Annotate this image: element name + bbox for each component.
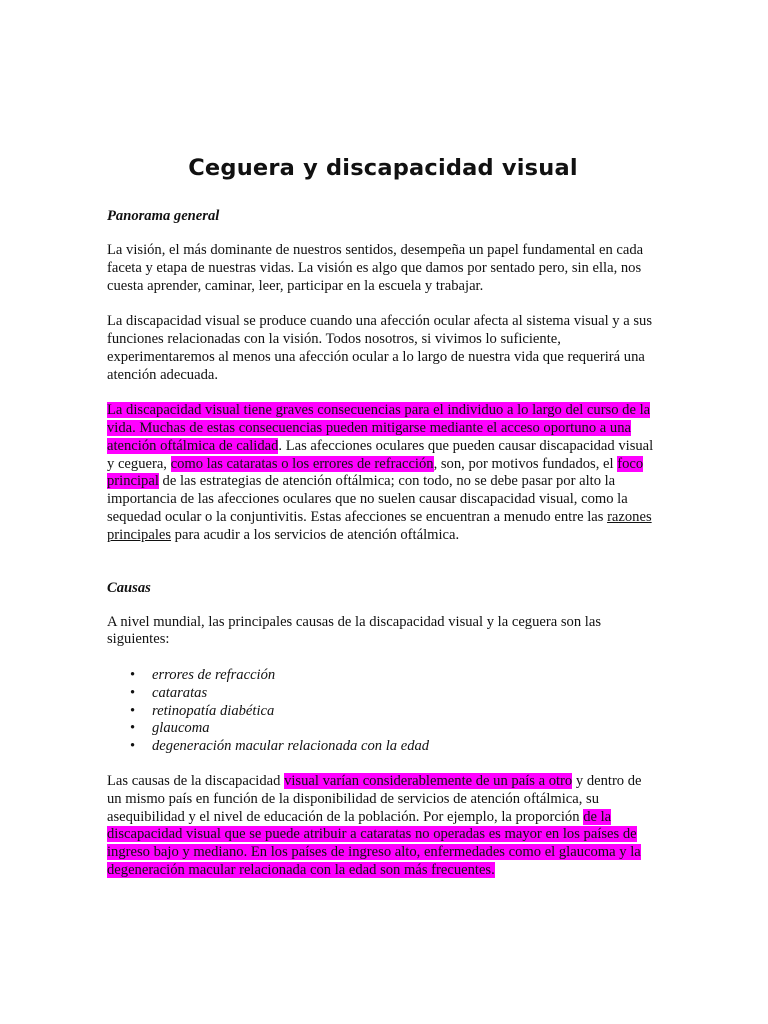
causes-list: [107, 667, 659, 756]
highlight: La discapacidad visual tiene graves consecuencias para el individuo a lo largo del curso de la vida. Muchas de estas consecuencias pueden mitigarse mediante el acceso oportuno a una atención oftálmica de calidad: [107, 402, 651, 454]
paragraph-1: La visión, el más dominante de nuestros sentidos, desempeña un papel fundamental en cada faceta y etapa de nuestras vidas. La visión es algo que damos por sentado pero, sin ella, nos cuesta aprender, caminar, leer, participar en la escuela y trabajar.: [107, 242, 644, 294]
text-run: de las estrategias de atención oftálmica; con todo, no se debe pasar por alto la importancia de las afecciones oculares que no suelen causar discapacidad visual, como la sequedad ocular o la conjuntivitis. Estas afecciones se encuentran a menudo entre las: [107, 473, 628, 525]
list-item: • degeneración macular relacionada con la edad: [152, 738, 659, 756]
highlight: de la discapacidad visual que se puede atribuir a cataratas no operadas es mayor en los países de ingreso bajo y mediano. En los países de ingreso alto, enfermedades como el glaucoma y la degeneración macular relacionada con la edad son más frecuentes.: [107, 808, 641, 878]
text-run: para acudir a los servicios de atención oftálmica.: [171, 526, 460, 543]
highlight: como las cataratas o los errores de refracción: [170, 455, 434, 472]
page-title: Ceguera y discapacidad visual: [188, 155, 578, 181]
paragraph-3: [107, 402, 659, 544]
paragraph-5: [107, 773, 659, 880]
section-heading-overview: Panorama general: [107, 208, 220, 224]
text-run: . Las afecciones oculares que pueden causar discapacidad visual y ceguera,: [107, 437, 654, 472]
paragraph-2: La discapacidad visual se produce cuando una afección ocular afecta al sistema visual y a sus funciones relacionadas con la visión. Todos nosotros, si vivimos lo suficiente, experimentaremos al menos una afección ocular a lo largo de nuestra vida que requerirá una atención adecuada.: [107, 313, 653, 383]
paragraph-4: A nivel mundial, las principales causas de la discapacidad visual y la ceguera son las siguientes:: [107, 613, 601, 648]
highlight: visual varían considerablemente de un país a otro: [284, 772, 573, 789]
list-item: • glaucoma: [152, 720, 659, 738]
list-item: • errores de refracción: [152, 667, 659, 685]
section-heading-causes: Causas: [107, 579, 151, 596]
list-item: • retinopatía diabética: [152, 703, 659, 721]
text-run: Las causas de la discapacidad: [107, 772, 285, 789]
razones-principales-link[interactable]: razones principales: [107, 508, 652, 543]
text-run: , son, por motivos fundados, el: [433, 455, 618, 472]
list-item: • cataratas: [152, 685, 659, 703]
highlight: foco principal: [107, 455, 644, 490]
document-page: [107, 155, 659, 898]
text-run: y dentro de un mismo país en función de la disponibilidad de servicios de atención oftálmica, su asequibilidad y el nivel de educación de la población. Por ejemplo, la proporción: [107, 772, 642, 825]
